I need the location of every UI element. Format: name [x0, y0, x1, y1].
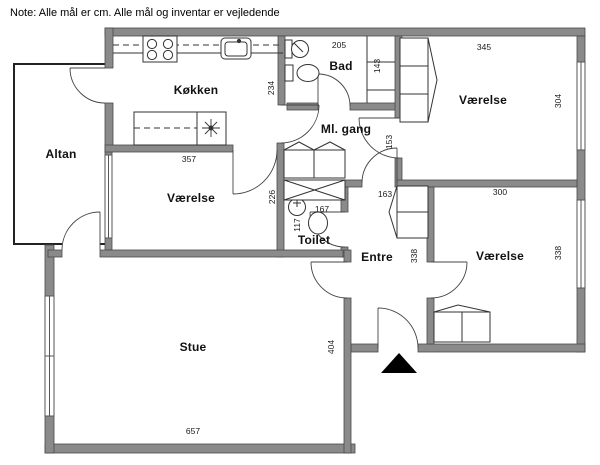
room-label-altan: Altan	[45, 147, 77, 161]
dim-vaerelse-left-width: 357	[181, 154, 197, 164]
door-kitchen-hall	[281, 105, 319, 143]
room-label-vaerelse-left: Værelse	[166, 191, 216, 205]
door-entry-bedroom-right	[431, 262, 467, 298]
toilet-icon	[285, 65, 319, 82]
door-hall-bath	[318, 74, 350, 106]
room-label-koekken: Køkken	[173, 83, 219, 97]
dim-bad-niche-depth: 143	[372, 58, 382, 74]
wardrobe-icon	[400, 38, 437, 122]
wardrobe-icon	[434, 305, 490, 342]
dim-bad-width: 205	[331, 40, 347, 50]
washbasin-icon	[289, 199, 306, 216]
room-label-ml-gang: Ml. gang	[320, 122, 372, 136]
toilet-icon	[309, 212, 328, 234]
dim-koekken-depth: 234	[266, 80, 276, 96]
dim-ml-gang-passage: 153	[384, 134, 394, 150]
room-label-toilet: Toilet	[297, 233, 331, 247]
washbasin-icon	[285, 40, 309, 58]
dim-entre-depth: 338	[409, 248, 419, 264]
sink-icon	[221, 38, 251, 59]
stove-icon	[143, 36, 177, 62]
dim-vaerelse-top-right-depth: 304	[553, 93, 563, 109]
entrance-arrow-icon	[381, 353, 417, 373]
door-front-entrance	[378, 308, 418, 348]
door-kitchen-bedroom-left	[233, 150, 277, 194]
note-text: Note: Alle mål er cm. Alle mål og inventar er vejledende	[10, 7, 280, 19]
room-label-bad: Bad	[329, 59, 353, 73]
door-entry-living	[311, 262, 347, 298]
dim-vaerelse-right-width: 300	[492, 187, 508, 197]
window	[577, 200, 585, 288]
cabinet-icon	[284, 180, 345, 200]
dim-vaerelse-top-right-width: 345	[476, 42, 492, 52]
dim-toilet-depth: 117	[292, 218, 302, 232]
window	[45, 296, 54, 416]
wardrobe-icon	[284, 142, 345, 178]
wardrobe-icon	[389, 186, 428, 238]
room-label-entre: Entre	[361, 250, 393, 264]
room-label-vaerelse-right: Værelse	[475, 249, 525, 263]
dim-vaerelse-left-depth: 226	[267, 189, 277, 205]
door-kitchen-balcony	[70, 68, 105, 103]
dim-entre-width: 163	[377, 189, 393, 199]
door-living-balcony	[62, 212, 100, 250]
dim-vaerelse-right-depth: 338	[553, 245, 563, 261]
room-label-vaerelse-top-right: Værelse	[458, 93, 508, 107]
kitchen-island	[134, 112, 226, 145]
window	[105, 155, 112, 238]
dim-stue-depth: 404	[326, 339, 336, 355]
dim-toilet-width: 167	[314, 204, 330, 214]
dim-stue-width: 657	[185, 426, 201, 436]
window	[577, 62, 585, 150]
room-label-stue: Stue	[179, 340, 207, 354]
